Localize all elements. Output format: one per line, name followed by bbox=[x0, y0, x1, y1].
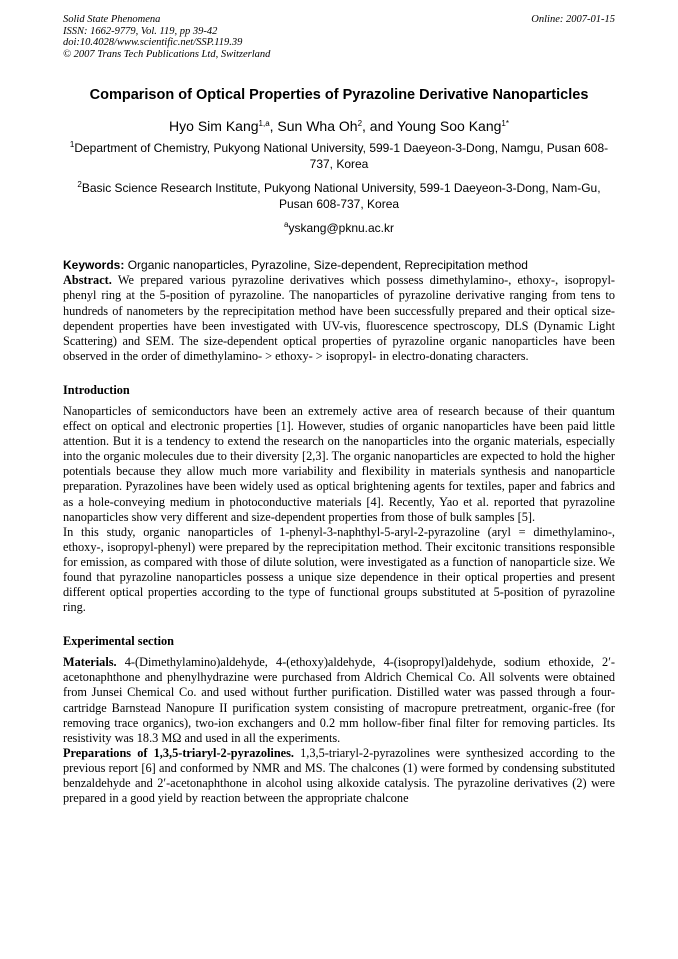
materials-label: Materials. bbox=[63, 655, 117, 670]
author-name: Hyo Sim Kang bbox=[169, 118, 259, 135]
experimental-body bbox=[63, 655, 615, 806]
copyright-line: © 2007 Trans Tech Publications Ltd, Switzerland bbox=[63, 48, 271, 60]
abstract bbox=[63, 273, 615, 364]
abstract-text: We prepared various pyrazoline derivatives which possess dimethylamino-, ethoxy-, isopropyl-phenyl ring at the 5-position of pyrazoline. The nanoparticles of pyrazoline derivative ranging from tens to hundreds of nanometers by the reprecipitation method have been successfully prepared and their optical size-dependent properties have been investigated with UV-vis, fluorescence spectroscopy, DLS (Dynamic Light Scattering) and SEM. The size-dependent optical properties of pyrazoline organic nanoparticles have been observed in the order of dimethylamino- > ethoxy- > isopropyl- in electro-donating characters. bbox=[63, 273, 615, 363]
journal-header bbox=[63, 14, 615, 60]
materials-paragraph: Materials. 4-(Dimethylamino)aldehyde, 4-(ethoxy)aldehyde, 4-(isopropyl)aldehyde, sodium ethoxide, 2′-acetonaphthone and phenylhydrazine were purchased from Aldrich Chemical Co. All solvents were obtained from Junsei Chemical Co. and used without further purification. Distilled water was passed through a four-cartridge Barnstead Nanopure II purification system consisting of macropure pretreatment, organic-free (for removing trace organics), two-ion exchangers and 0.2 mm hollow-fiber final filter for removing particles. Its resistivity was 18.3 MΩ and used in all the experiments. bbox=[63, 655, 615, 745]
keywords bbox=[63, 258, 615, 273]
online-date: Online: 2007-01-15 bbox=[531, 14, 615, 25]
paragraph: In this study, organic nanoparticles of 1-phenyl-3-naphthyl-5-aryl-2-pyrazoline (aryl = dimethylamino-, ethoxy-, isopropyl-phenyl) were prepared by the reprecipitation method. Their excitonic transitions responsible for emission, as compared with those of dilute solution, were investigated as a function of nanoparticle size. We found that pyrazoline nanoparticles possess a unique size dependence in their optical properties and present different optical properties according to the type of functional groups substituted at 5-position of pyrazoline ring. bbox=[63, 524, 615, 615]
contact-email: $^a$yskang@pknu.ac.kr bbox=[283, 220, 394, 236]
experimental-heading: Experimental section bbox=[63, 634, 174, 649]
paragraph: Nanoparticles of semiconductors have been an extremely active area of research because of their quantum effect on optical and electronic properties [1]. However, studies of organic nanoparticles have been paid little attention. But it is a tendency to extend the research on the nanoparticles into the organic materials, especially into the organic molecules due to their diversity [2,3]. The organic nanoparticles are expected to hold the higher potentials because they allow much more variability and flexibility in materials synthesis and nanoparticle preparation. Pyrazolines have been widely used as optical brightening agents for textiles, paper and fabrics and as a hole-conveying medium in photoconductive materials [4]. Recently, Yao et al. reported that pyrazoline nanoparticles show very different and size-dependent properties from those of bulk samples [5]. bbox=[63, 403, 615, 524]
paper-page bbox=[63, 14, 615, 806]
author-affil-marker: 1,a bbox=[258, 119, 270, 129]
author-list: Hyo Sim Kang$^{1,a}$, Sun Wha Oh$^2$, and Young Soo Kang$^{1*}$ bbox=[169, 118, 509, 135]
preparations-paragraph: Preparations of 1,3,5-triaryl-2-pyrazolines. 1,3,5-triaryl-2-pyrazolines were synthesized according to the previous report [6] and conformed by NMR and MS. The chalcones (1) were formed by condensing substituted benzaldehyde and 2′-acetonaphthone in alcohol using alkoxide catalysis. The pyrazoline derivatives (2) were prepared in a good yield by reaction between the appropriate chalcone bbox=[63, 745, 615, 806]
introduction-heading: Introduction bbox=[63, 382, 130, 397]
affiliation-1: $^1$Department of Chemistry, Pukyong National University, 599-1 Daeyeon-3-Dong, Namgu, Pusan 608-737, Korea bbox=[69, 140, 609, 171]
author-affil-marker: 1* bbox=[501, 119, 509, 129]
introduction-body bbox=[63, 404, 615, 615]
keywords-text: Organic nanoparticles, Pyrazoline, Size-dependent, Reprecipitation method bbox=[124, 258, 528, 273]
preparations-label: Preparations of 1,3,5-triaryl-2-pyrazolines. bbox=[63, 745, 294, 760]
paper-title: Comparison of Optical Properties of Pyrazoline Derivative Nanoparticles bbox=[89, 87, 589, 104]
affiliation-2: $^2$Basic Science Research Institute, Pukyong National University, 599-1 Daeyeon-3-Dong, Nam-Gu, Pusan 608-737, Korea bbox=[77, 180, 601, 211]
author-affil-marker: 2 bbox=[357, 119, 363, 129]
doi-line: doi:10.4028/www.scientific.net/SSP.119.39 bbox=[63, 37, 243, 49]
abstract-label: Abstract. bbox=[63, 273, 112, 288]
journal-name: Solid State Phenomena bbox=[63, 14, 161, 25]
author-name: Young Soo Kang bbox=[396, 118, 502, 135]
keywords-label: Keywords: bbox=[63, 258, 125, 273]
issn-line: ISSN: 1662-9779, Vol. 119, pp 39-42 bbox=[63, 25, 218, 37]
author-name: Sun Wha Oh bbox=[277, 118, 358, 135]
